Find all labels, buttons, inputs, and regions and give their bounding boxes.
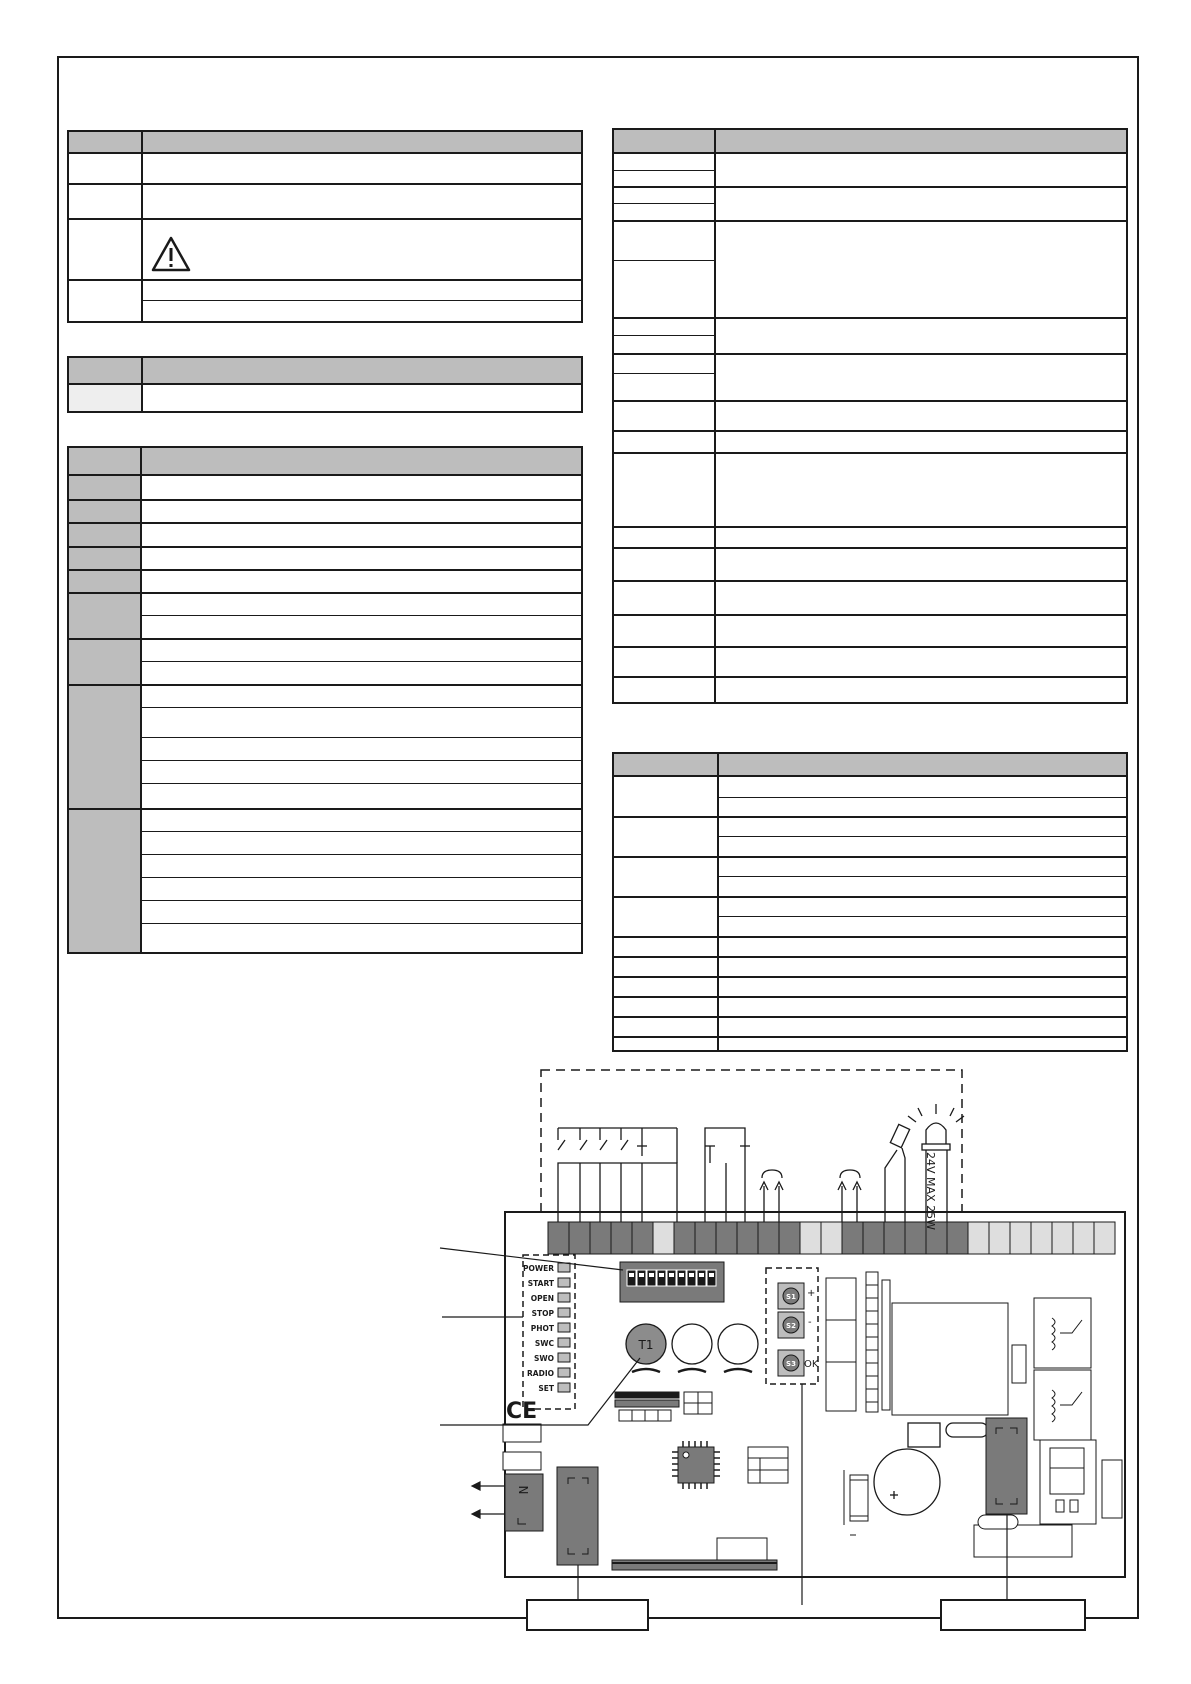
bottom-connector bbox=[717, 1538, 767, 1562]
terminal-strip bbox=[548, 1222, 1115, 1254]
led-label-swc: SWC bbox=[534, 1339, 554, 1348]
microcontroller bbox=[672, 1441, 720, 1489]
transformer-area bbox=[892, 1303, 1008, 1415]
led-indicators bbox=[558, 1263, 570, 1392]
bottom-edge-connector bbox=[612, 1560, 777, 1570]
dip-switch-block bbox=[620, 1262, 724, 1302]
label-box-left bbox=[526, 1599, 649, 1631]
ce-mark: CE bbox=[506, 1399, 538, 1424]
fuse-vertical bbox=[1012, 1345, 1026, 1383]
led-label-power: POWER bbox=[522, 1264, 554, 1273]
receiver-socket-left bbox=[557, 1467, 598, 1565]
button-label-s1: S1 bbox=[786, 1293, 796, 1301]
button-mark-minus: - bbox=[808, 1317, 812, 1328]
led-label-open: OPEN bbox=[530, 1294, 554, 1303]
led-label-stop: STOP bbox=[531, 1309, 554, 1318]
mains-arrows bbox=[472, 1482, 505, 1518]
led-label-swo: SWO bbox=[533, 1354, 554, 1363]
led-label-phot: PHOT bbox=[530, 1324, 554, 1333]
label-box-right bbox=[940, 1599, 1086, 1631]
button-label-s2: S2 bbox=[786, 1322, 796, 1330]
mains-terminal-label: N bbox=[516, 1485, 530, 1495]
led-label-start: START bbox=[527, 1279, 554, 1288]
small-ic bbox=[748, 1447, 788, 1483]
receiver-socket-right bbox=[986, 1418, 1027, 1514]
flashing-lamp-icon bbox=[908, 1104, 964, 1150]
input-contacts-wiring bbox=[558, 1124, 947, 1222]
button-label-s3: S3 bbox=[786, 1360, 796, 1368]
mains-terminal bbox=[505, 1474, 543, 1531]
trimmer-label: T1 bbox=[638, 1338, 654, 1352]
button-mark-ok: OK bbox=[804, 1359, 819, 1370]
lamp-rating-label: 24V MAX 25W bbox=[924, 1152, 937, 1230]
button-mark-plus: + bbox=[807, 1288, 816, 1299]
led-label-radio: RADIO bbox=[527, 1369, 554, 1378]
led-label-set: SET bbox=[538, 1384, 554, 1393]
